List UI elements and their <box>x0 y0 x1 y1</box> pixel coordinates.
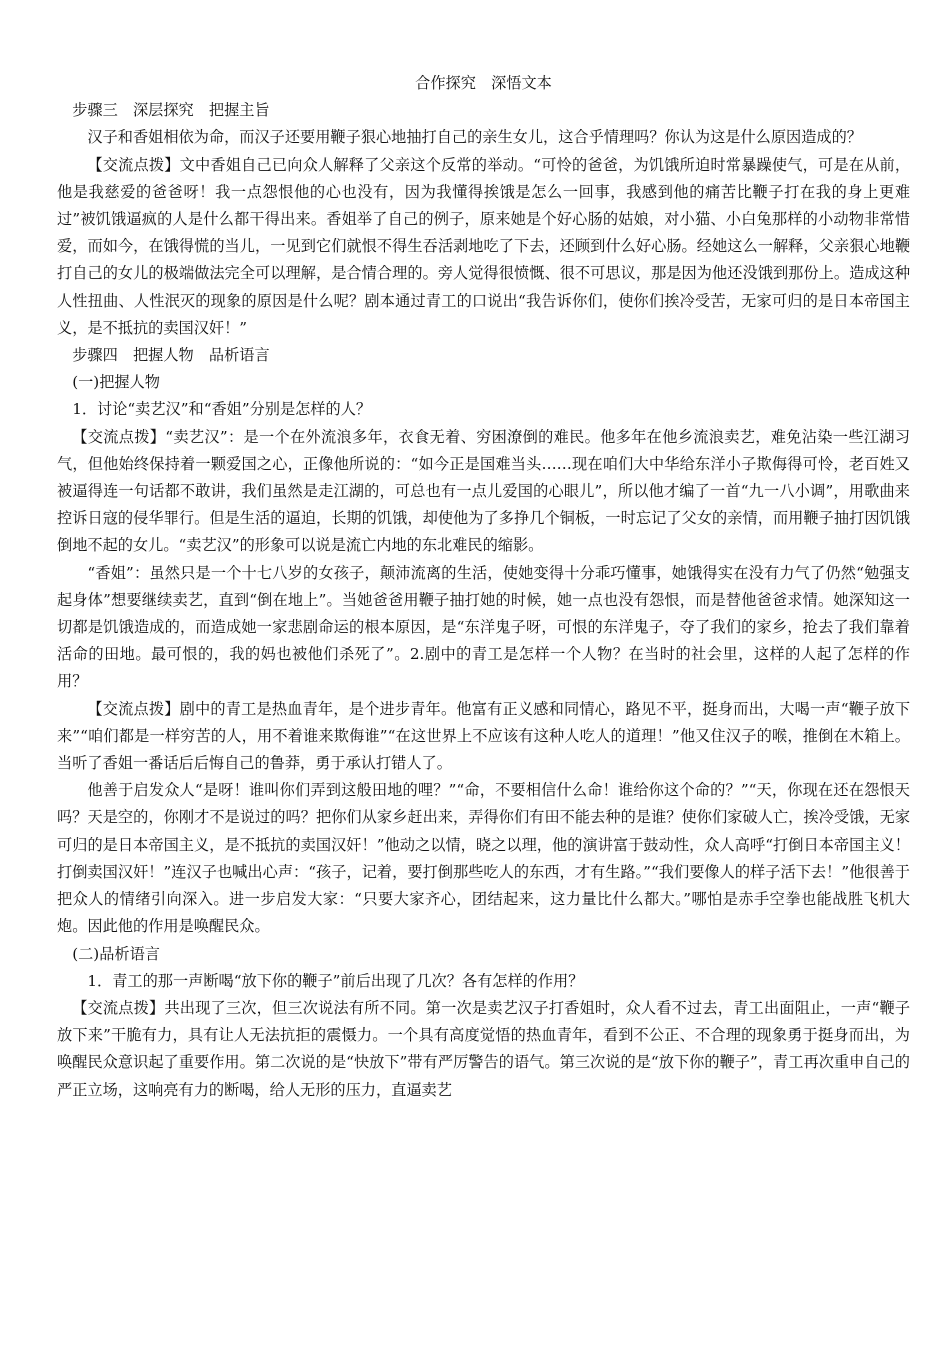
question-3-answer <box>57 995 910 1104</box>
step3-answer <box>57 152 910 342</box>
answer-label: 【交流点拨】 <box>72 427 166 446</box>
answer-label: 【交流点拨】 <box>87 699 180 718</box>
step3-question: 汉子和香姐相依为命，而汉子还要用鞭子狠心地抽打自己的亲生女儿，这合乎情理吗？你认为这是什么原因造成的？ <box>87 128 862 147</box>
answer-text: 剧中的青工是热血青年，是个进步青年。他富有正义感和同情心，路见不平，挺身而出，大喝一声“鞭子放下来”“咱们都是一样穷苦的人，用不着谁来欺侮谁”“在这世界上不应该有这种人吃人的道理！”他又住汉子的喉，推倒在木箱上。当听了香姐一番话后后悔自己的鲁莽，勇于承认打错人了。 <box>57 699 911 773</box>
part2-heading: (二)品析语言 <box>72 944 160 963</box>
question-1-answer <box>57 424 910 560</box>
qinggong-paragraph: 他善于启发众人“是呀！谁叫你们弄到这般田地的哩？”“命，不要相信什么命！谁给你这个命的？”“天，你现在还在怨恨天吗？天是空的，你刚才不是说过的吗？把你们从家乡赶出来，弄得你们有田不能去种的是谁？使你们家破人亡，挨冷受饿，无家可归的是日本帝国主义，是不抵抗的卖国汉奸！”他动之以情，晓之以理，他的演讲富于鼓动性，众人高呼“打倒日本帝国主义！打倒卖国汉奸！”连汉子也喊出心声：“孩子，记着，要打倒那些吃人的东西，才有生路。”“我们要像人的样子活下去！”他很善于把众人的情绪引向深入。进一步启发大家：“只要大家齐心，团结起来，这力量比什么都大。”哪怕是赤手空拳也能战胜飞机大炮。因此他的作用是唤醒民众。 <box>57 781 910 936</box>
step3-heading: 步骤三 深层探究 把握主旨 <box>72 101 270 120</box>
answer-label: 【交流点拨】 <box>72 998 165 1017</box>
part1-heading: (一)把握人物 <box>72 373 160 392</box>
step4-heading: 步骤四 把握人物 品析语言 <box>72 346 270 365</box>
question-3: 1．青工的那一声断喝“放下你的鞭子”前后出现了几次？各有怎样的作用？ <box>87 971 584 990</box>
question-1: 1．讨论“卖艺汉”和“香姐”分别是怎样的人？ <box>72 400 372 419</box>
answer-text: 共出现了三次，但三次说法有所不同。第一次是卖艺汉子打香姐时，众人看不过去，青工出面阻止，一声“鞭子放下来”干脆有力，具有让人无法抗拒的震慑力。一个具有高度觉悟的热血青年，看到不公正、不合理的现象勇于挺身而出，为唤醒民众意识起了重要作用。第二次说的是“快放下”带有严厉警告的语气。第三次说的是“放下你的鞭子”，青工再次重申自己的严正立场，这响亮有力的断喝，给人无形的压力，直逼卖艺 <box>57 998 911 1099</box>
xiangjie-paragraph: “香姐”：虽然只是一个十七八岁的女孩子，颠沛流离的生活，使她变得十分乖巧懂事，她饿得实在没有力气了仍然“勉强支起身体”想要继续卖艺，直到“倒在地上”。当她爸爸用鞭子抽打她的时候，她一点也没有怨恨，而是替他爸爸求情。她深知这一切都是饥饿造成的，而造成她一家悲剧命运的根本原因，是“东洋鬼子呀，可恨的东洋鬼子，夺了我们的家乡，抢去了我们靠着活命的田地。最可恨的，我的妈也被他们杀死了”。2.剧中的青工是怎样一个人物？在当时的社会里，这样的人起了怎样的作用？ <box>57 563 910 691</box>
answer-text: “卖艺汉”：是一个在外流浪多年，衣食无着、穷困潦倒的难民。他多年在他乡流浪卖艺，难免沾染一些江湖习气，但他始终保持着一颗爱国之心，正像他所说的：“如今正是国难当头……现在咱们大中华给东洋小子欺侮得可怜，老百姓又被逼得连一句话都不敢讲，我们虽然是走江湖的，可总也有一点儿爱国的心眼儿”，所以他才编了一首“九一八小调”，用歌曲来控诉日寇的侵华罪行。但是生活的逼迫，长期的饥饿，却使他为了多挣几个铜板，一时忘记了父女的亲情，而用鞭子抽打因饥饿倒地不起的女儿。“卖艺汉”的形象可以说是流亡内地的东北难民的缩影。 <box>57 427 911 555</box>
answer-label: 【交流点拨】 <box>87 155 180 174</box>
question-2-answer <box>57 696 910 778</box>
section-title: 合作探究 深悟文本 <box>415 74 552 92</box>
answer-text: 文中香姐自己已向众人解释了父亲这个反常的举动。“可怜的爸爸，为饥饿所迫时常暴躁使气，可是在从前，他是我慈爱的爸爸呀！我一点怨恨他的心也没有，因为我懂得挨饿是怎么一回事，我感到他的痛苦比鞭子打在我的身上更难过”被饥饿逼疯的人是什么都干得出来。香姐举了自己的例子，原来她是个好心肠的姑娘，对小猫、小白兔那样的小动物非常惜爱，而如今，在饿得慌的当儿，一见到它们就恨不得生吞活剥地吃了下去，还顾到什么好心肠。经她这么一解释，父亲狠心地鞭打自己的女儿的极端做法完全可以理解，是合情合理的。旁人觉得很愤慨、很不可思议，那是因为他还没饿到那份上。造成这种人性扭曲、人性泯灭的现象的原因是什么呢？剧本通过青工的口说出“我告诉你们，使你们挨冷受苦，无家可归的是日本帝国主义，是不抵抗的卖国汉奸！” <box>57 155 911 337</box>
